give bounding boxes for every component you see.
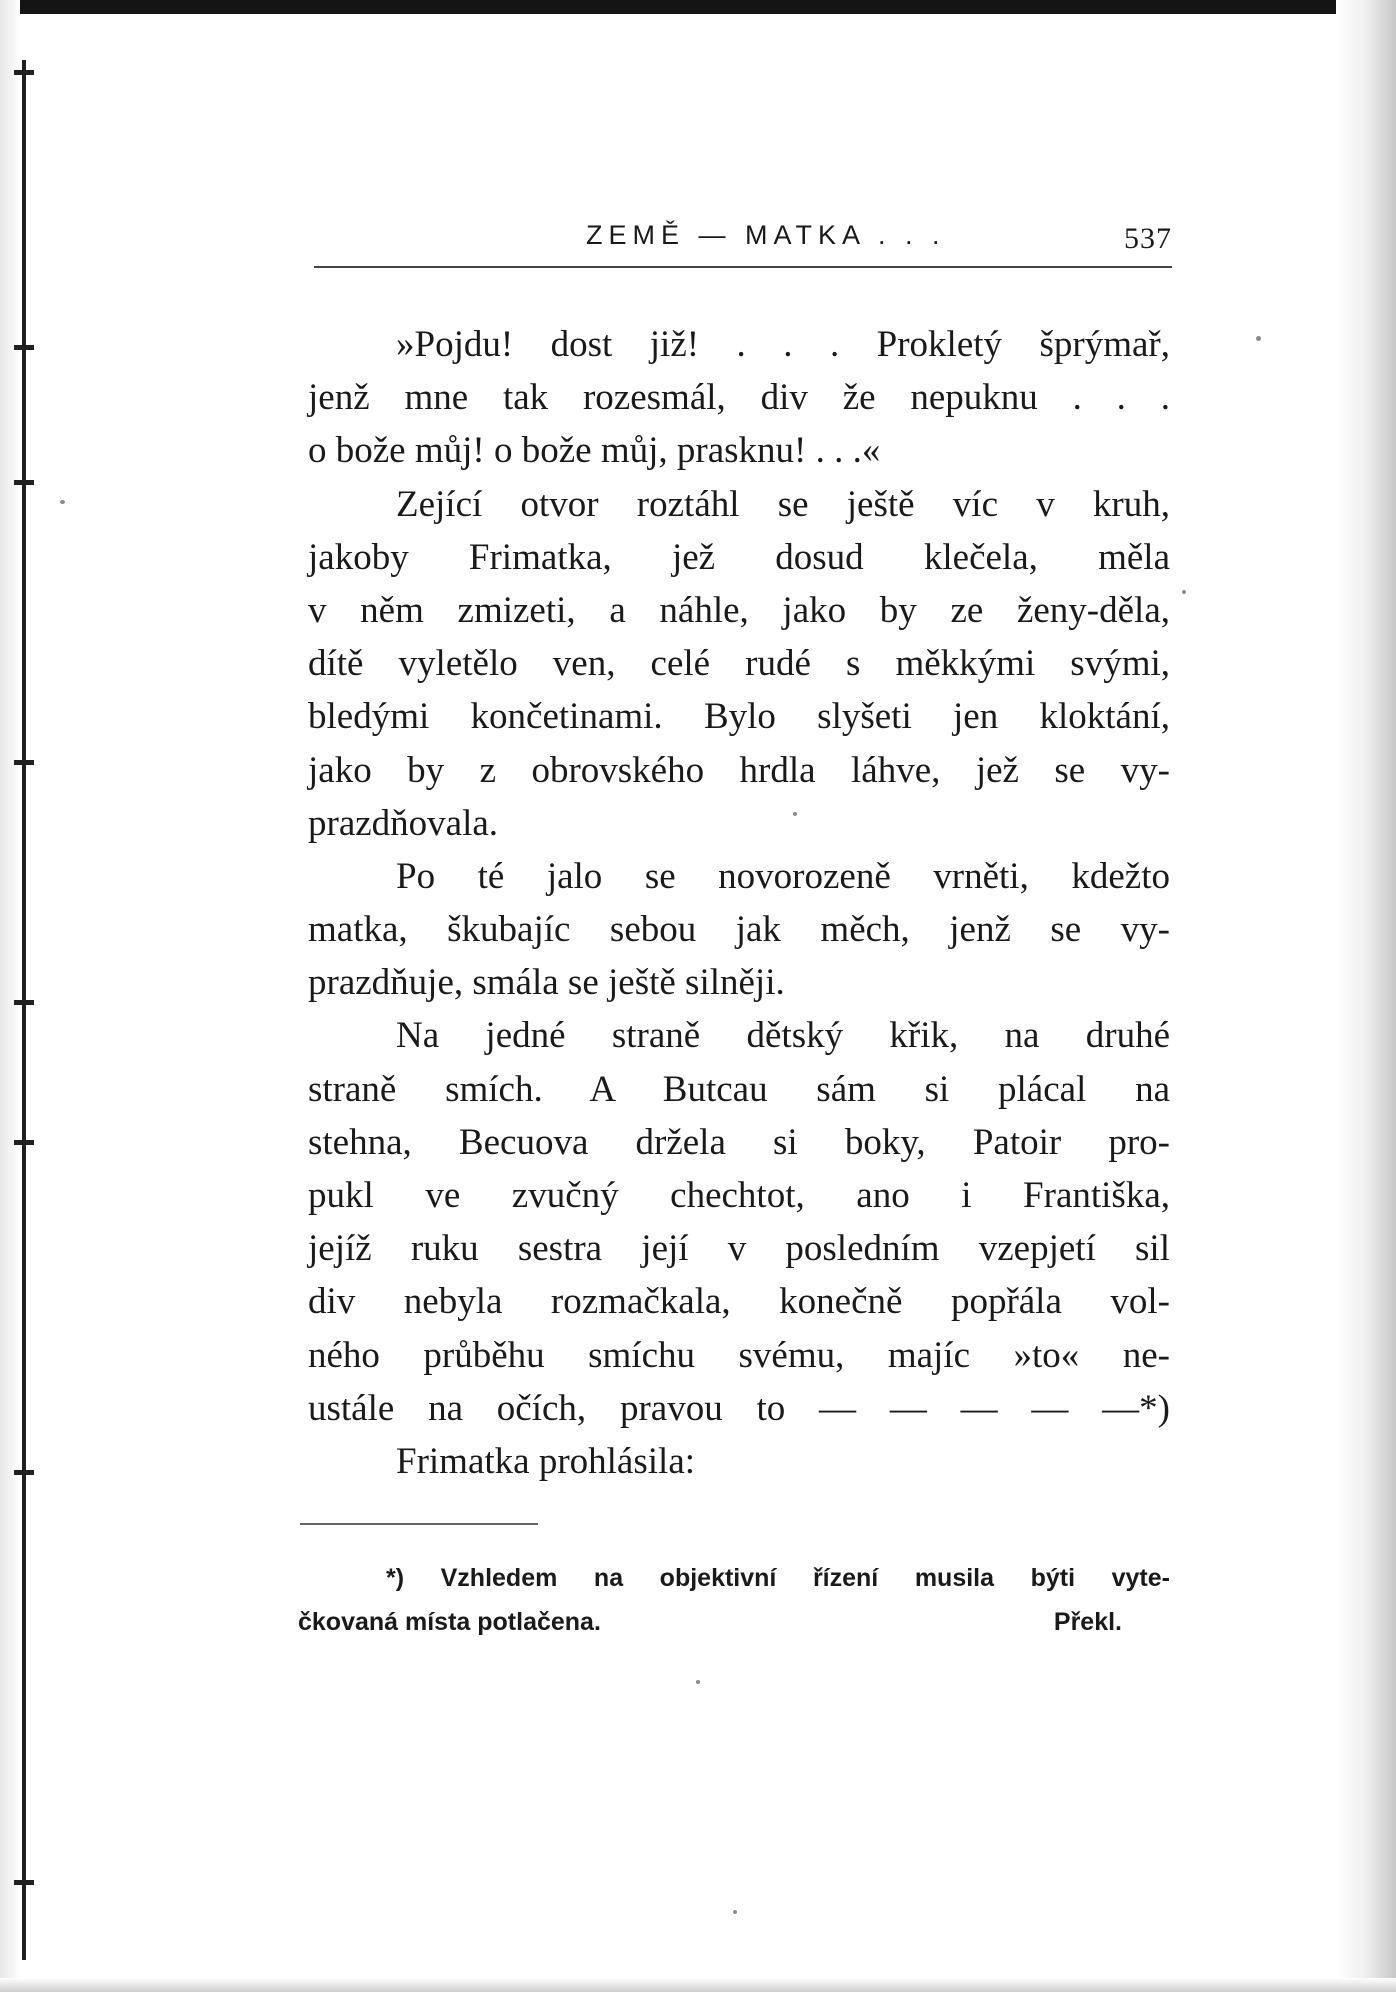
text-line: dítě vyletělo ven, celé rudé s měkkými svými, — [308, 643, 1170, 685]
text-line: jako by z obrovského hrdla láhve, jež se vy- — [308, 749, 1170, 791]
paper-speck — [733, 1910, 737, 1914]
text-line: o bože můj! o bože můj, prasknu! . . .« — [308, 430, 881, 472]
scan-left-margin — [0, 0, 20, 1992]
binding-mark — [14, 1470, 34, 1475]
binding-mark — [14, 345, 34, 350]
text-line: »Pojdu! dost již! . . . Prokletý šprýmař, — [396, 324, 1170, 365]
footnote-line-2 — [298, 1600, 1170, 1644]
running-head-title: ZEMĚ — MATKA . . . — [586, 220, 946, 250]
text-line: Na jedné straně dětský křik, na druhé — [396, 1015, 1170, 1057]
text-line: pukl ve zvučný chechtot, ano i Františka, — [308, 1175, 1170, 1216]
paper-speck — [60, 500, 65, 504]
body-text — [308, 318, 1170, 1488]
text-line: stehna, Becuova držela si boky, Patoir pro- — [308, 1121, 1170, 1163]
binding-mark — [14, 1000, 34, 1005]
text-line: div nebyla rozmačkala, konečně popřála vol- — [308, 1281, 1170, 1323]
paper-speck — [696, 1680, 700, 1684]
text-line: Po té jalo se novorozeně vrněti, kdežto — [396, 855, 1170, 897]
header-rule — [314, 266, 1172, 268]
footnote-line: *) Vzhledem na objektivní řízení musila býti vyte- — [386, 1564, 1170, 1592]
binding-mark — [14, 1140, 34, 1145]
text-line: jakoby Frimatka, jež dosud klečela, měla — [308, 536, 1170, 578]
text-line: ustále na očích, pravou to — — — — —*) — [308, 1387, 1170, 1429]
page-number: 537 — [1124, 222, 1172, 255]
text-line: straně smích. A Butcau sám si plácal na — [308, 1068, 1170, 1110]
text-line: prazdňovala. — [308, 802, 499, 844]
scan-bottom-edge — [0, 1978, 1396, 1992]
text-line: Frimatka prohlásila: — [396, 1440, 696, 1482]
text-line: Zející otvor roztáhl se ještě víc v kruh, — [396, 483, 1170, 525]
paper-speck — [1182, 590, 1186, 594]
binding-mark — [14, 70, 34, 75]
text-line: jenž mne tak rozesmál, div že nepuknu . . . — [308, 377, 1170, 419]
scan-right-edge — [1336, 0, 1396, 1992]
text-line: prazdňuje, smála se ještě silněji. — [308, 962, 785, 1004]
binding-mark — [14, 480, 34, 485]
text-line: bledými končetinami. Bylo slyšeti jen kloktání, — [308, 696, 1170, 738]
translator-credit: Překl. — [1053, 1608, 1122, 1636]
scan-top-edge — [0, 0, 1396, 14]
text-line: matka, škubajíc sebou jak měch, jenž se vy- — [308, 909, 1170, 951]
binding-mark — [14, 1880, 34, 1885]
binding-mark — [14, 760, 34, 765]
text-line: v něm zmizeti, a náhle, jako by ze ženy-děla, — [308, 589, 1170, 631]
footnote-rule — [300, 1523, 538, 1525]
paper-speck — [1256, 336, 1261, 341]
footnote — [298, 1556, 1170, 1644]
footnote-line: čkovaná místa potlačena. — [298, 1608, 601, 1636]
running-head — [310, 216, 1176, 266]
text-line: ného průběhu smíchu svému, majíc »to« ne- — [308, 1334, 1170, 1376]
text-line: jejíž ruku sestra její v posledním vzepjetí sil — [308, 1228, 1170, 1270]
